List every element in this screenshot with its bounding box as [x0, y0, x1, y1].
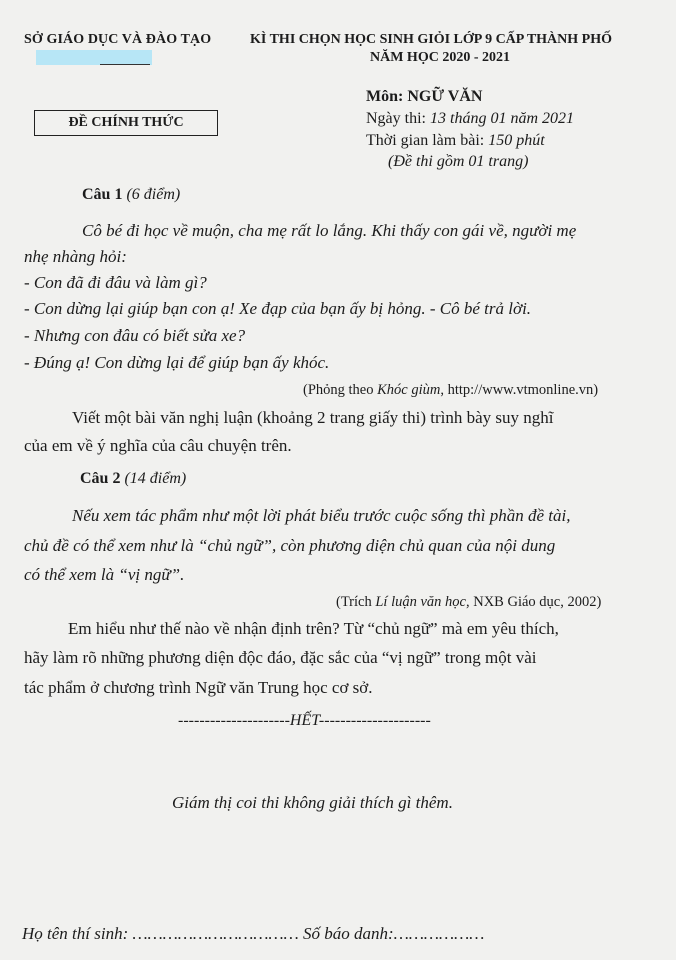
exam-date-value: 13 tháng 01 năm 2021: [430, 110, 574, 127]
q1-source-prefix: (Phỏng theo: [303, 382, 378, 398]
q1-source-title: Khóc giùm: [377, 382, 441, 398]
candidate-name-label: Họ tên thí sinh:: [22, 924, 133, 943]
question-2-source: [336, 594, 601, 611]
quote-line: Nếu xem tác phẩm như một lời phát biểu trước cuộc sống thì phần đề tài,: [72, 506, 571, 525]
task-line: của em về ý nghĩa của câu chuyện trên.: [24, 436, 292, 455]
exam-duration-value: 150 phút: [488, 132, 545, 149]
q2-source-title: Lí luận văn học: [375, 594, 466, 610]
header-underline: [100, 64, 150, 65]
question-2-points: (14 điểm): [124, 470, 187, 487]
pages-note: (Đề thi gồm 01 trang): [388, 153, 529, 170]
exam-date-prefix: Ngày thi:: [366, 110, 430, 127]
candidate-name-dots: ……………………………: [132, 924, 299, 943]
question-1-points: (6 điểm): [126, 186, 181, 203]
department-name: SỞ GIÁO DỤC VÀ ĐÀO TẠO: [24, 32, 212, 47]
q1-source-suffix: , http://www.vtmonline.vn): [440, 382, 599, 398]
quote-line: chủ đề có thể xem như là “chủ ngữ”, còn phương diện chủ quan của nội dung: [24, 536, 556, 555]
q2-source-suffix: , NXB Giáo dục, 2002): [465, 594, 602, 610]
school-year: NĂM HỌC 2020 - 2021: [370, 50, 510, 65]
invigilator-note: Giám thị coi thi không giải thích gì thêm.: [172, 793, 453, 812]
exam-duration-prefix: Thời gian làm bài:: [366, 132, 489, 149]
story-line: - Con dừng lại giúp bạn con ạ! Xe đạp của bạn ấy bị hỏng. - Cô bé trả lời.: [24, 299, 532, 318]
question-2-heading: [80, 470, 186, 488]
official-label: ĐỀ CHÍNH THỨC: [34, 110, 218, 136]
quote-line: có thể xem là “vị ngữ”.: [24, 565, 185, 584]
redaction-mark: [36, 50, 152, 65]
exam-title: KÌ THI CHỌN HỌC SINH GIỎI LỚP 9 CẤP THÀNH PHỐ: [250, 32, 612, 47]
story-line: - Đúng ạ! Con dừng lại để giúp bạn ấy khóc.: [24, 353, 330, 372]
candidate-number-dots: ………………: [393, 924, 485, 943]
story-line: Cô bé đi học về muộn, cha mẹ rất lo lắng. Khi thấy con gái về, người mẹ: [82, 221, 577, 240]
end-marker: ---------------------HẾT---------------------: [178, 712, 431, 729]
question-1-source: [303, 382, 598, 399]
candidate-number-label: Số báo danh:: [298, 924, 394, 943]
question-1-label: Câu 1: [82, 186, 123, 203]
candidate-info-line: [22, 924, 484, 944]
task-line: tác phẩm ở chương trình Ngữ văn Trung học cơ sở.: [24, 678, 373, 697]
question-2-label: Câu 2: [80, 470, 121, 487]
story-line: - Nhưng con đâu có biết sửa xe?: [24, 326, 246, 345]
q2-source-prefix: (Trích: [336, 594, 376, 610]
task-line: Em hiểu như thế nào về nhận định trên? Từ “chủ ngữ” mà em yêu thích,: [68, 619, 559, 638]
subject: Môn: NGỮ VĂN: [366, 88, 483, 105]
exam-duration: [366, 132, 545, 150]
story-line: - Con đã đi đâu và làm gì?: [24, 273, 207, 292]
story-line: nhẹ nhàng hỏi:: [24, 247, 127, 266]
task-line: hãy làm rõ những phương diện độc đáo, đặc sắc của “vị ngữ” trong một vài: [24, 648, 537, 667]
question-1-heading: [82, 186, 180, 204]
exam-date: [366, 110, 574, 128]
task-line: Viết một bài văn nghị luận (khoảng 2 trang giấy thi) trình bày suy nghĩ: [72, 408, 554, 427]
